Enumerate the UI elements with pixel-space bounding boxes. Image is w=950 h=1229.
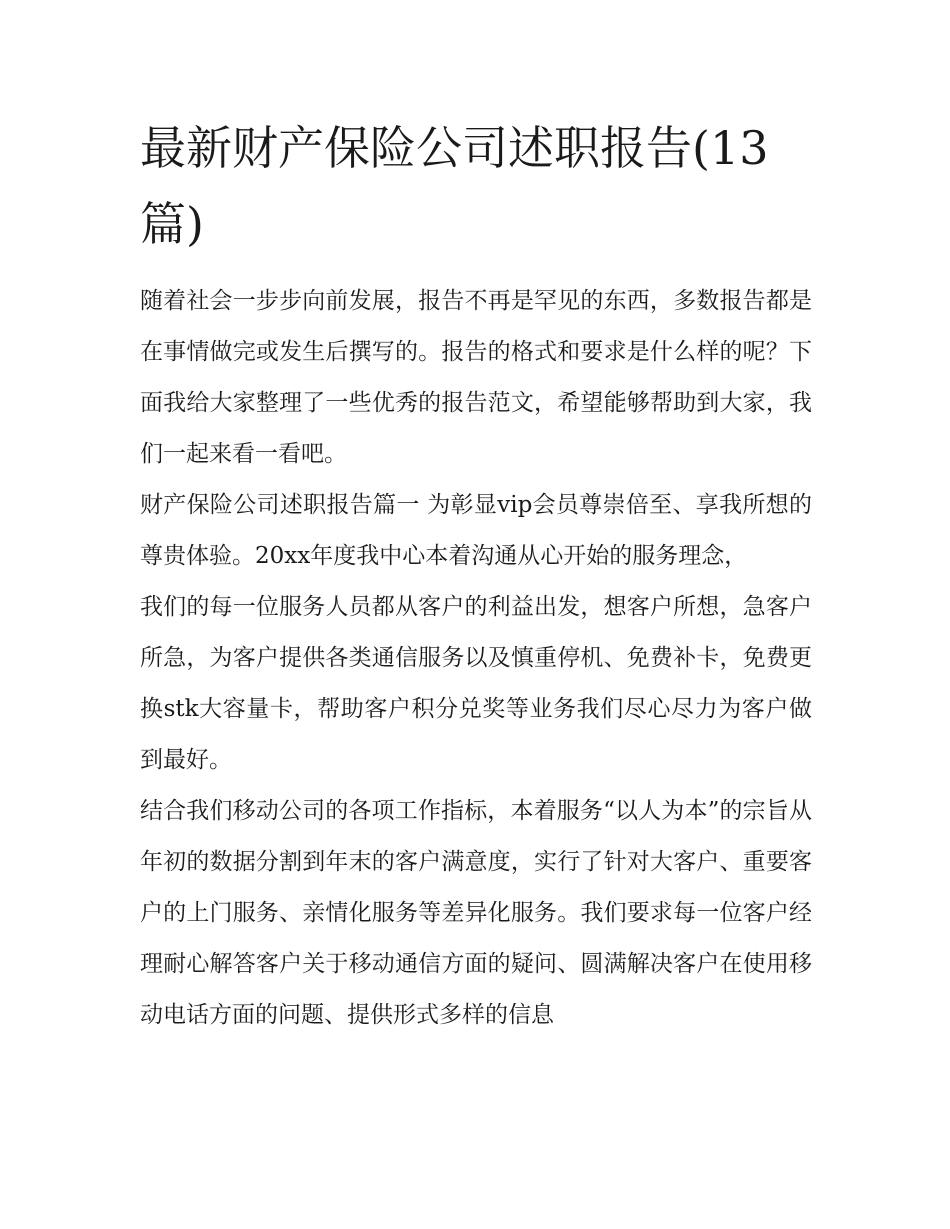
paragraph-intro: 随着社会一步步向前发展，报告不再是罕见的东西，多数报告都是在事情做完或发生后撰写的。报告的格式和要求是什么样的呢？下面我给大家整理了一些优秀的报告范文，希望能够帮助到大家，我们一起来看一看吧。: [140, 288, 812, 467]
document-title: 最新财产保险公司述职报告(13篇): [140, 121, 769, 251]
paragraph-1: 财产保险公司述职报告篇一 为彰显vip会员尊崇倍至、享我所想的尊贵体验。20xx年度我中心本着沟通从心开始的服务理念，: [140, 492, 812, 569]
paragraph-2: 我们的每一位服务人员都从客户的利益出发，想客户所想，急客户所急，为客户提供各类通信服务以及慎重停机、免费补卡，免费更换stk大容量卡，帮助客户积分兑奖等业务我们尽心尽力为客户做到最好。: [140, 594, 812, 773]
document-body: [140, 276, 812, 1041]
paragraph-3: 结合我们移动公司的各项工作指标，本着服务“以人为本”的宗旨从年初的数据分割到年末的客户满意度，实行了针对大客户、重要客户的上门服务、亲情化服务等差异化服务。我们要求每一位客户经理耐心解答客户关于移动通信方面的疑问、圆满解决客户在使用移动电话方面的问题、提供形式多样的信息: [140, 798, 812, 1028]
